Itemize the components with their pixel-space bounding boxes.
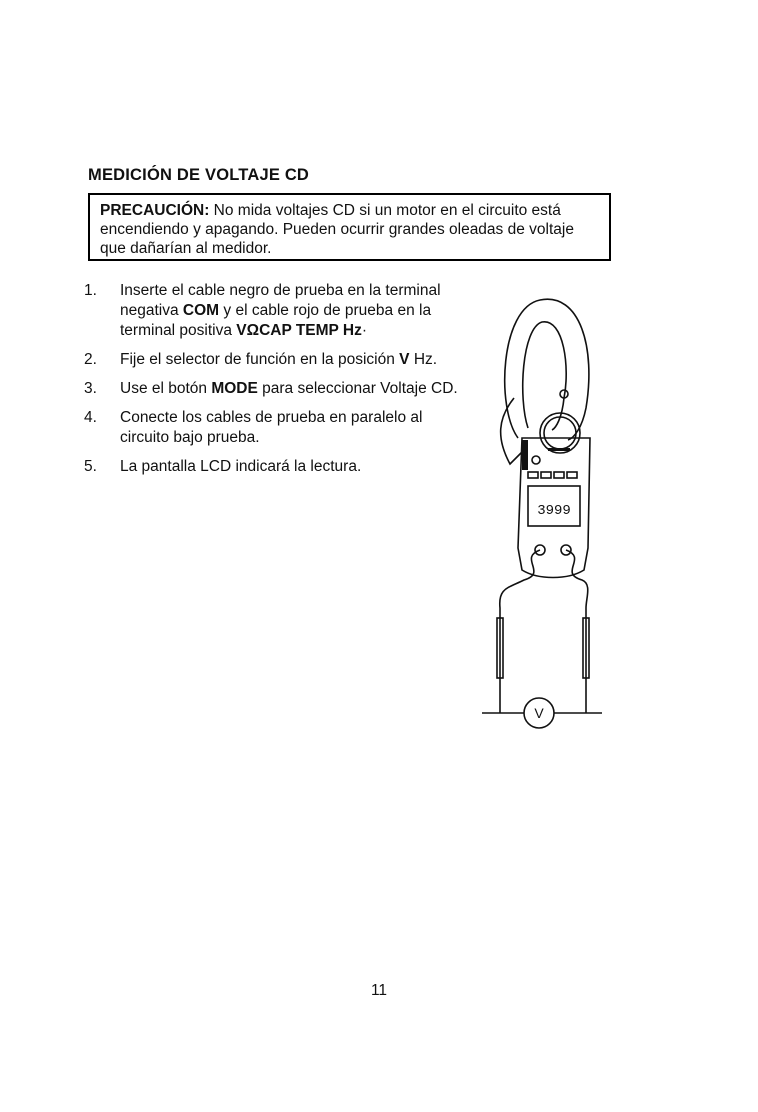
clamp-trigger — [501, 398, 522, 464]
step-number: 3. — [84, 380, 97, 397]
voltmeter-label: V — [534, 705, 544, 721]
step-number: 4. — [84, 409, 97, 426]
clamp-meter-illustration — [478, 288, 608, 748]
steps-list — [84, 281, 474, 486]
step-number: 2. — [84, 351, 97, 368]
step-item — [84, 379, 474, 399]
step-item — [84, 350, 474, 370]
caution-box — [88, 193, 611, 261]
caution-text: No mida voltajes CD si un motor en el circuito está encendiendo y apagando. Pueden ocurrir grandes oleadas de voltaje que dañarían al medidor. — [100, 202, 574, 257]
page-number: 11 — [370, 982, 388, 999]
step-text: Conecte los cables de prueba en paralelo al circuito bajo prueba. — [120, 409, 423, 446]
step-text: Fije el selector de función en la posición V Hz. — [120, 351, 438, 368]
test-lead — [500, 550, 540, 683]
section-heading: MEDICIÓN DE VOLTAJE CD — [88, 166, 310, 184]
meter-buttons — [528, 472, 538, 478]
caution-label: PRECAUCIÓN: — [100, 202, 210, 219]
step-text: Inserte el cable negro de prueba en la terminal negativa COM y el cable rojo de prueba en la terminal positiva VΩCAP TEMP Hz· — [120, 282, 441, 339]
step-number: 1. — [84, 282, 97, 299]
step-item — [84, 281, 474, 341]
step-text: Use el botón MODE para seleccionar Voltaje CD. — [120, 380, 458, 397]
step-text: La pantalla LCD indicará la lectura. — [120, 458, 362, 475]
step-item — [84, 457, 474, 477]
step-number: 5. — [84, 458, 97, 475]
step-item — [84, 408, 474, 448]
lcd-reading: 3999 — [537, 503, 571, 519]
